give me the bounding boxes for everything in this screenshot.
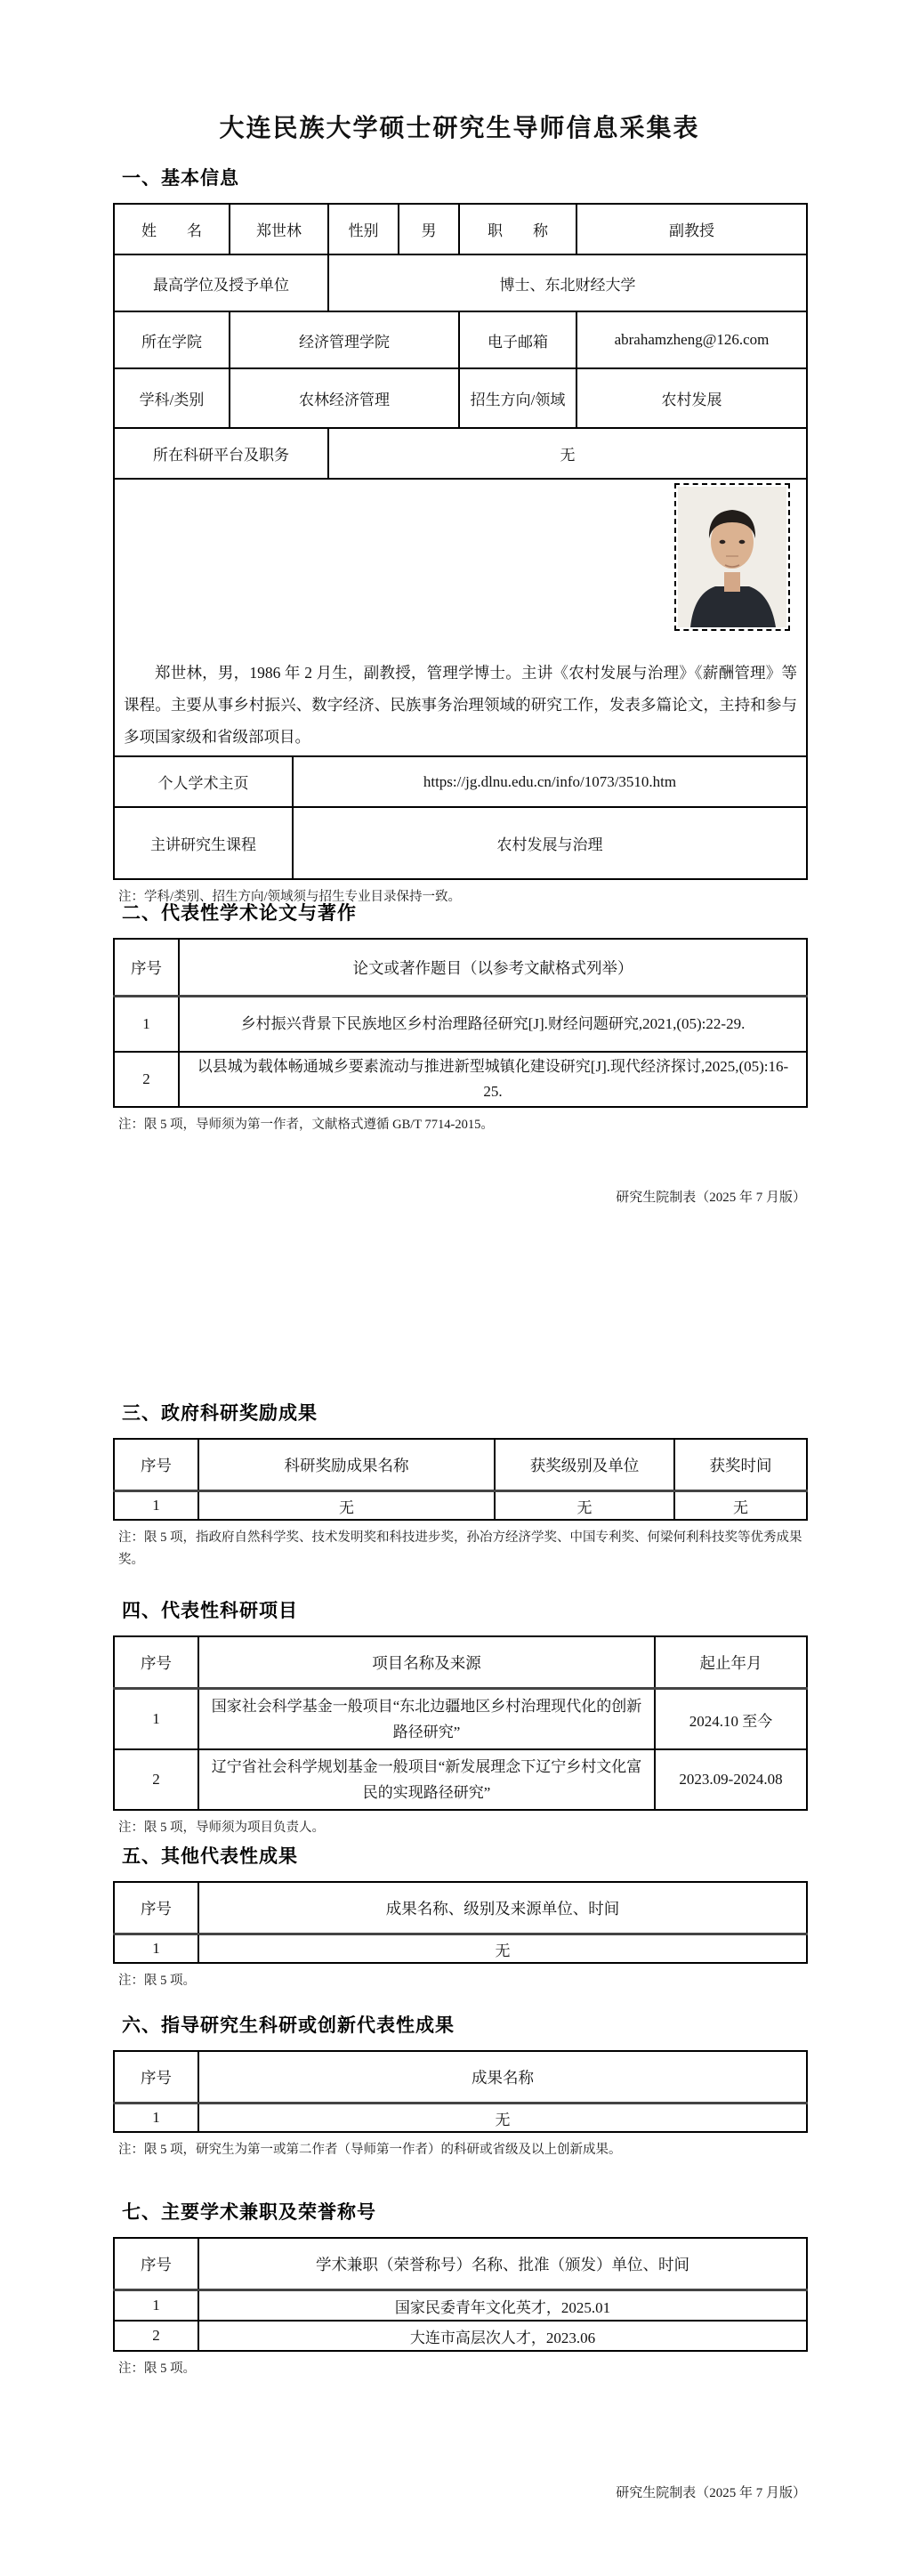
- table-header-row: [114, 2051, 807, 2104]
- honor-index: 1: [114, 2290, 198, 2322]
- table-row: [114, 254, 807, 311]
- projects-table: [113, 1635, 808, 1811]
- gender-value: 男: [399, 204, 459, 254]
- basic-info-table: [113, 311, 808, 429]
- paper-index: 1: [114, 997, 179, 1053]
- basic-info-table: [113, 203, 808, 255]
- table-row: [114, 368, 807, 428]
- project-index: 2: [114, 1749, 198, 1810]
- title-label: 职 称: [459, 204, 576, 254]
- section-note: 注：限 5 项。: [118, 2362, 196, 2376]
- result-index: 1: [114, 2104, 198, 2133]
- bio-text: 郑世林，男，1986 年 2 月生，副教授，管理学博士。主讲《农村发展与治理》《薪酬管理》等课程。主要从事乡村振兴、数字经济、民族事务治理领域的研究工作，发表多篇论文，主持和参与多项国家级和省级部项目。: [124, 663, 797, 746]
- result-name: 无: [198, 2104, 807, 2133]
- project-name: 辽宁省社会科学规划基金一般项目“新发展理念下辽宁乡村文化富民的实现路径研究”: [198, 1749, 655, 1810]
- award-level: 无: [495, 1491, 674, 1521]
- table-row: [114, 2321, 807, 2351]
- column-header: 成果名称、级别及来源单位、时间: [198, 1882, 807, 1934]
- paper-title: 以县城为载体畅通城乡要素流动与推进新型城镇化建设研究[J].现代经济探讨,2025,(05):16-25.: [179, 1052, 807, 1107]
- basic-info-table: [113, 427, 808, 480]
- honor-name: 国家民委青年文化英才，2025.01: [198, 2290, 807, 2322]
- discipline-value: 农林经济管理: [230, 368, 459, 428]
- homepage-value: https://jg.dlnu.edu.cn/info/1073/3510.htm: [293, 756, 807, 807]
- courses-label: 主讲研究生课程: [114, 807, 293, 879]
- section-awards: [113, 1399, 806, 1571]
- discipline-label: 学科/类别: [114, 368, 230, 428]
- project-name: 国家社会科学基金一般项目“东北边疆地区乡村治理现代化的创新路径研究”: [198, 1689, 655, 1750]
- table-row: [114, 1491, 807, 1521]
- section-honors: [113, 2198, 806, 2380]
- column-header: 论文或著作题目（以参考文献格式列举）: [179, 939, 807, 997]
- degree-value: 博士、东北财经大学: [328, 254, 807, 311]
- name-label: 姓 名: [114, 204, 230, 254]
- paper-index: 2: [114, 1052, 179, 1107]
- basic-info-table: [113, 755, 808, 880]
- table-header-row: [114, 939, 807, 997]
- basic-info-table: [113, 254, 808, 312]
- column-header: 序号: [114, 2051, 198, 2104]
- honors-table: [113, 2237, 808, 2352]
- email-value: abrahamzheng@126.com: [576, 311, 807, 368]
- table-row: [114, 1052, 807, 1107]
- section-heading-student-results: 六、指导研究生科研或创新代表性成果: [122, 2015, 455, 2036]
- table-header-row: [114, 1636, 807, 1689]
- table-row: [114, 2290, 807, 2322]
- award-index: 1: [114, 1491, 198, 1521]
- other-results-table: [113, 1881, 808, 1964]
- table-row: [114, 1934, 807, 1964]
- column-header: 项目名称及来源: [198, 1636, 655, 1689]
- portrait-photo-graphic: [678, 487, 786, 627]
- section-note: 注：限 5 项，指政府自然科学奖、技术发明奖和科技进步奖，孙冶方经济学奖、中国专利奖、何梁何利科技奖等优秀成果奖。: [118, 1530, 802, 1567]
- column-header: 科研奖励成果名称: [198, 1439, 495, 1491]
- project-period: 2024.10 至今: [655, 1689, 807, 1750]
- made-by-footer: 研究生院制表（2025 年 7 月版）: [616, 2486, 806, 2500]
- section-student-results: [113, 2011, 806, 2161]
- table-row: [114, 756, 807, 807]
- column-header: 序号: [114, 1882, 198, 1934]
- direction-value: 农村发展: [576, 368, 807, 428]
- table-header-row: [114, 2238, 807, 2290]
- section-note: 注：限 5 项，导师须为项目负责人。: [118, 1821, 325, 1835]
- column-header: 序号: [114, 1636, 198, 1689]
- gender-label: 性别: [328, 204, 399, 254]
- student-results-table: [113, 2050, 808, 2133]
- papers-table: [113, 938, 808, 1108]
- table-row: [114, 311, 807, 368]
- project-index: 1: [114, 1689, 198, 1750]
- courses-value: 农村发展与治理: [293, 807, 807, 879]
- honor-index: 2: [114, 2321, 198, 2351]
- section-note: 注：学科/类别、招生方向/领域须与招生专业目录保持一致。: [118, 890, 462, 904]
- advisor-photo: [674, 483, 790, 631]
- name-value: 郑世林: [230, 204, 328, 254]
- result-name: 无: [198, 1934, 807, 1964]
- column-header: 起止年月: [655, 1636, 807, 1689]
- table-row: [114, 479, 807, 756]
- table-row: [114, 1689, 807, 1750]
- platform-value: 无: [328, 428, 807, 479]
- basic-info-table: [113, 478, 808, 757]
- direction-label: 招生方向/领域: [459, 368, 576, 428]
- column-header: 序号: [114, 939, 179, 997]
- table-row: [114, 1749, 807, 1810]
- section-heading-basic-info: 一、基本信息: [122, 168, 239, 189]
- email-label: 电子邮箱: [459, 311, 576, 368]
- table-row: [114, 2104, 807, 2133]
- column-header: 获奖时间: [674, 1439, 807, 1491]
- column-header: 获奖级别及单位: [495, 1439, 674, 1491]
- platform-label: 所在科研平台及职务: [114, 428, 328, 479]
- result-index: 1: [114, 1934, 198, 1964]
- section-papers: [113, 899, 806, 1136]
- award-name: 无: [198, 1491, 495, 1521]
- column-header: 序号: [114, 1439, 198, 1491]
- section-note: 注：限 5 项，导师须为第一作者，文献格式遵循 GB/T 7714-2015。: [118, 1118, 494, 1132]
- bio-cell: [114, 479, 807, 756]
- title-value: 副教授: [576, 204, 807, 254]
- column-header: 学术兼职（荣誉称号）名称、批准（颁发）单位、时间: [198, 2238, 807, 2290]
- degree-label: 最高学位及授予单位: [114, 254, 328, 311]
- section-projects: [113, 1596, 806, 1839]
- column-header: 成果名称: [198, 2051, 807, 2104]
- section-heading-honors: 七、主要学术兼职及荣誉称号: [122, 2202, 376, 2223]
- college-label: 所在学院: [114, 311, 230, 368]
- section-basic-info: [113, 164, 806, 908]
- made-by-footer: 研究生院制表（2025 年 7 月版）: [616, 1191, 806, 1205]
- section-other-results: [113, 1842, 806, 1992]
- award-time: 无: [674, 1491, 807, 1521]
- section-heading-projects: 四、代表性科研项目: [122, 1601, 298, 1621]
- project-period: 2023.09-2024.08: [655, 1749, 807, 1810]
- table-row: [114, 807, 807, 879]
- section-heading-awards: 三、政府科研奖励成果: [122, 1403, 318, 1424]
- paper-title: 乡村振兴背景下民族地区乡村治理路径研究[J].财经问题研究,2021,(05):22-29.: [179, 997, 807, 1053]
- table-row: [114, 428, 807, 479]
- table-header-row: [114, 1439, 807, 1491]
- awards-table: [113, 1438, 808, 1521]
- section-heading-papers: 二、代表性学术论文与著作: [122, 903, 357, 924]
- section-note: 注：限 5 项。: [118, 1974, 196, 1988]
- column-header: 序号: [114, 2238, 198, 2290]
- table-header-row: [114, 1882, 807, 1934]
- table-row: [114, 997, 807, 1053]
- page-title: 大连民族大学硕士研究生导师信息采集表: [219, 115, 700, 142]
- honor-name: 大连市高层次人才，2023.06: [198, 2321, 807, 2351]
- homepage-label: 个人学术主页: [114, 756, 293, 807]
- table-row: [114, 204, 807, 254]
- section-note: 注：限 5 项，研究生为第一或第二作者（导师第一作者）的科研或省级及以上创新成果。: [118, 2143, 622, 2157]
- section-heading-other-results: 五、其他代表性成果: [122, 1846, 298, 1867]
- college-value: 经济管理学院: [230, 311, 459, 368]
